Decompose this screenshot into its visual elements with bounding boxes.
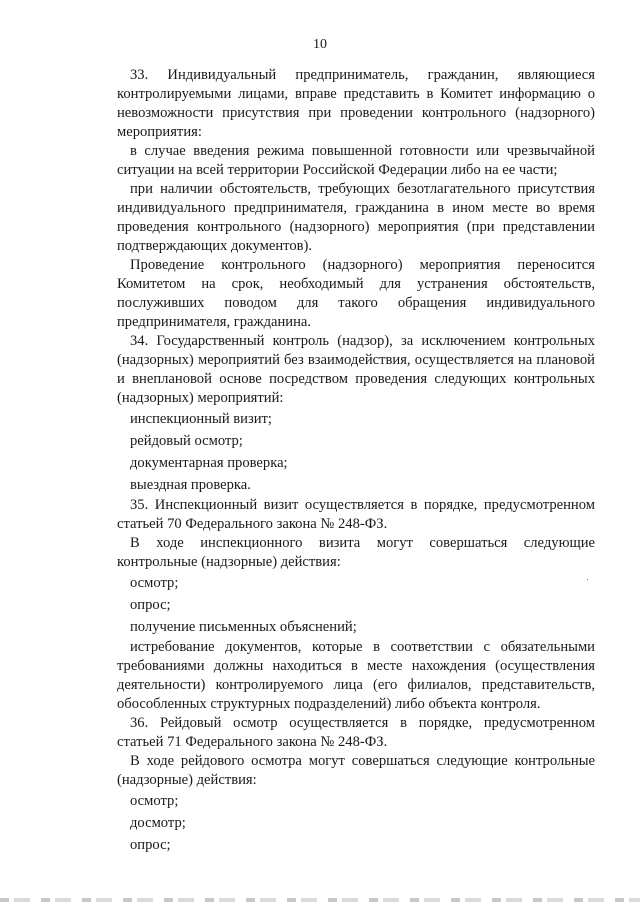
list-item: рейдовый осмотр; bbox=[130, 433, 243, 449]
scan-speck bbox=[587, 579, 588, 580]
paragraph: в случае введения режима повышенной готовности или чрезвычайной ситуации на всей территории Российской Федерации либо на ее части; bbox=[117, 143, 595, 178]
scan-bottom-edge bbox=[0, 898, 640, 902]
list-item: осмотр; bbox=[130, 575, 179, 591]
paragraph: при наличии обстоятельств, требующих безотлагательного присутствия индивидуального предпринимателя, гражданина в ином месте во время проведения контрольного (надзорного) мероприятия (при представлении подтверждающих документов). bbox=[117, 181, 595, 254]
paragraph: 36. Рейдовый осмотр осуществляется в порядке, предусмотренном статьей 71 Федерального закона № 248-ФЗ. bbox=[117, 715, 595, 750]
list-item: инспекционный визит; bbox=[130, 411, 272, 427]
paragraph: 33. Индивидуальный предприниматель, гражданин, являющиеся контролируемыми лицами, вправе представить в Комитет информацию о невозможности присутствия при проведении контрольного (надзорного) мероприятия: bbox=[117, 67, 595, 140]
list-item: осмотр; bbox=[130, 793, 179, 809]
list-item: досмотр; bbox=[130, 815, 186, 831]
paragraph: 34. Государственный контроль (надзор), за исключением контрольных (надзорных) мероприятий без взаимодействия, осуществляется на плановой и внеплановой основе посредством проведения следующих контрольных (надзорных) мероприятий: bbox=[117, 333, 595, 406]
list-item: опрос; bbox=[130, 597, 171, 613]
list-item: выездная проверка. bbox=[130, 477, 251, 493]
paragraph: В ходе инспекционного визита могут совершаться следующие контрольные (надзорные) действия: bbox=[117, 535, 595, 570]
paragraph: истребование документов, которые в соответствии с обязательными требованиями должны находиться в месте нахождения (осуществления деятельности) контролируемого лица (его филиалов, представительств, обособленных структурных подразделений) либо объекта контроля. bbox=[117, 639, 595, 712]
list-item: опрос; bbox=[130, 837, 171, 853]
paragraph: Проведение контрольного (надзорного) мероприятия переносится Комитетом на срок, необходимый для устранения обстоятельств, послуживших поводом для такого обращения индивидуального предпринимателя, гражданина. bbox=[117, 257, 595, 330]
list-item: получение письменных объяснений; bbox=[130, 619, 357, 635]
paragraph: В ходе рейдового осмотра могут совершаться следующие контрольные (надзорные) действия: bbox=[117, 753, 595, 788]
list-item: документарная проверка; bbox=[130, 455, 288, 471]
page-number: 10 bbox=[313, 37, 327, 52]
paragraph: 35. Инспекционный визит осуществляется в порядке, предусмотренном статьей 70 Федерального закона № 248-ФЗ. bbox=[117, 497, 595, 532]
document-body bbox=[117, 66, 595, 856]
